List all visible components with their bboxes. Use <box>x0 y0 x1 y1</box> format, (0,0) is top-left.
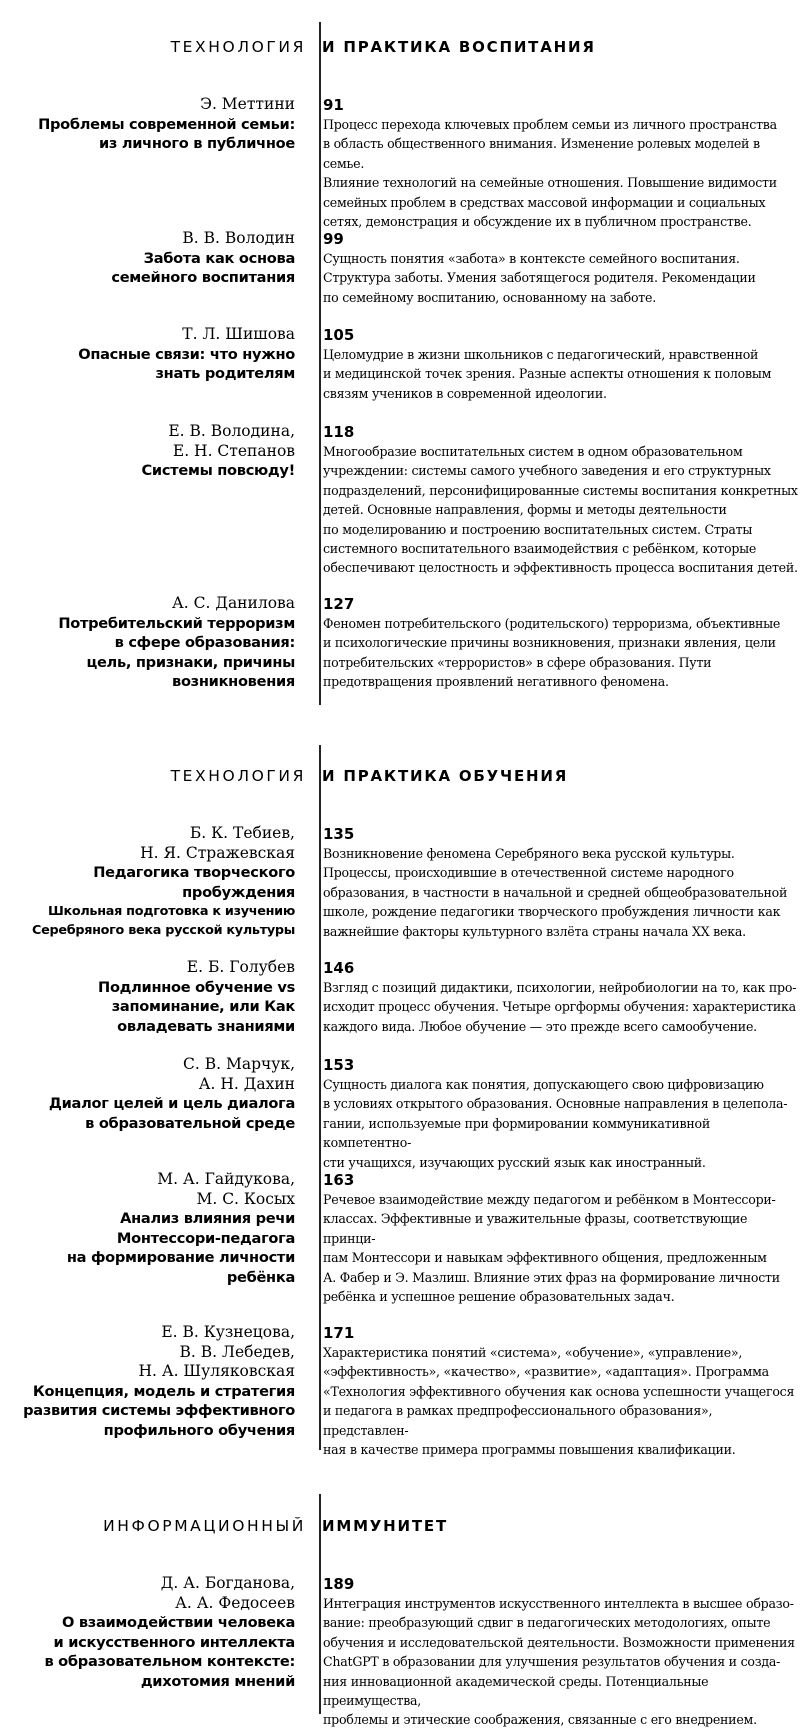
entry-left <box>0 325 295 384</box>
entry-title[interactable]: Системы повсюду! <box>141 462 295 479</box>
entry-page-number[interactable]: 99 <box>323 230 344 248</box>
entry-author: Д. А. Богданова, А. А. Федосеев <box>160 1574 295 1612</box>
section-heading <box>0 38 800 64</box>
section-heading-light: ИНФОРМАЦИОННЫЙ <box>103 1517 306 1535</box>
entry-left <box>0 422 295 481</box>
section-heading-light: ТЕХНОЛОГИЯ <box>170 38 306 56</box>
entry-author: М. А. Гайдукова, М. С. Косых <box>157 1170 295 1208</box>
entry-right <box>323 325 800 403</box>
entry-title[interactable]: Подлинное обучение vs запоминание, или Как овладевать знаниями <box>98 978 295 1035</box>
entry-right <box>323 229 800 307</box>
entry-description: Характеристика понятий «система», «обучение», «управление», «эффективность», «качество», «развитие», «адаптация». Программа «Технология эффективного обучения как основа успешности учащегося и педагога в рамках предпрофессионального образования», представлен- ная в качестве примера программы повышения квалификации. <box>323 1345 795 1458</box>
entry-left <box>0 1323 295 1440</box>
entry-author: А. С. Данилова <box>172 594 295 612</box>
section-heading-light: ТЕХНОЛОГИЯ <box>170 767 306 785</box>
entry-page-number[interactable]: 153 <box>323 1056 355 1074</box>
entry-right <box>323 1574 800 1730</box>
section-heading <box>0 1517 800 1543</box>
entry-description: Интеграция инструментов искусственного интеллекта в высшее образо- вание: преобразующий сдвиг в педагогических методологиях, опыте обучения и исследовательской деятельности. Возможности применения ChatGPT в образовании для улучшения результатов обучения и созда- ния инновационной академической среды. Потенциальные преимущества, проблемы и этические соображения, связанные с его внедрением. <box>323 1596 795 1728</box>
entry-title[interactable]: О взаимодействии человека и искусственного интеллекта в образовательном контексте: дихотомия мнений <box>44 1614 295 1690</box>
section-heading-bold: И ПРАКТИКА ВОСПИТАНИЯ <box>322 38 596 56</box>
entry-right <box>323 1170 800 1306</box>
entry-title[interactable]: Потребительский терроризм в сфере образования: цель, признаки, причины возникновения <box>58 614 295 690</box>
entry-description: Процесс перехода ключевых проблем семьи из личного пространства в область общественного внимания. Изменение ролевых моделей в семье. Влияние технологий на семейные отношения. Повышение видимости семейных проблем в средствах массовой информации и социальных сетях, демонстрация и обсуждение их в публичном пространстве. <box>323 117 777 230</box>
entry-author: Т. Л. Шишова <box>182 325 295 343</box>
entry-author: Е. Б. Голубев <box>186 958 295 976</box>
entry-description: Возникновение феномена Серебряного века русской культуры. Процессы, происходившие в отечественной системе народного образования, в частности в начальной и средней общеобразовательной школе, рождение педагогики творческого пробуждения личности как важнейшие факторы культурного взлёта страны начала XX века. <box>323 846 788 939</box>
entry-page-number[interactable]: 163 <box>323 1171 355 1189</box>
entry-title[interactable]: Опасные связи: что нужно знать родителям <box>78 345 295 382</box>
entry-page-number[interactable]: 91 <box>323 96 344 114</box>
entry-left <box>0 1574 295 1691</box>
entry-description: Целомудрие в жизни школьников с педагогический, нравственной и медицинской точек зрения. Разные аспекты отношения к половым связям учеников в современной идеологии. <box>323 347 772 401</box>
entry-left <box>0 824 295 940</box>
entry-page-number[interactable]: 171 <box>323 1324 355 1342</box>
entry-description: Сущность диалога как понятия, допускающего свою цифровизацию в условиях открытого образования. Основные направления в целепола- гании, используемые при формировании коммуникативной компетентно- сти учащихся, изучающих русский язык как иностранный. <box>323 1077 788 1170</box>
entry-left <box>0 958 295 1036</box>
entry-author: Б. К. Тебиев, Н. Я. Стражевская <box>140 824 295 862</box>
entry-right <box>323 824 800 941</box>
entry-left <box>0 95 295 154</box>
entry-author: В. В. Володин <box>182 229 295 247</box>
entry-title[interactable]: Концепция, модель и стратегия развития системы эффективного профильного обучения <box>23 1382 295 1439</box>
entry-description: Сущность понятия «забота» в контексте семейного воспитания. Структура заботы. Умения заботящегося родителя. Рекомендации по семейному воспитанию, основанному на заботе. <box>323 251 756 305</box>
entry-left <box>0 1170 295 1287</box>
entry-right <box>323 1055 800 1172</box>
entry-title[interactable]: Проблемы современной семьи: из личного в публичное <box>38 115 295 152</box>
entry-page-number[interactable]: 135 <box>323 825 355 843</box>
entry-title[interactable]: Педагогика творческого пробуждения <box>93 864 295 901</box>
entry-right <box>323 422 800 578</box>
section-heading <box>0 767 800 793</box>
entry-description: Феномен потребительского (родительского) терроризма, объективные и психологические причины возникновения, признаки явления, цели потребительских «террористов» в сфере образования. Пути предотвращения проявлений негативного феномена. <box>323 616 781 690</box>
entry-left <box>0 594 295 692</box>
entry-right <box>323 95 800 231</box>
vertical-divider <box>319 22 321 705</box>
entry-title[interactable]: Анализ влияния речи Монтессори-педагога на формирование личности ребёнка <box>66 1210 295 1286</box>
entry-right <box>323 958 800 1036</box>
entry-page-number[interactable]: 127 <box>323 595 355 613</box>
entry-author: Е. В. Володина, Е. Н. Степанов <box>168 422 295 460</box>
entry-subtitle: Школьная подготовка к изучению Серебряного века русской культуры <box>32 904 295 938</box>
entry-left <box>0 1055 295 1133</box>
section-heading-bold: И ПРАКТИКА ОБУЧЕНИЯ <box>322 767 569 785</box>
entry-description: Взгляд с позиций дидактики, психологии, нейробиологии на то, как про- исходит процесс обучения. Четыре оргформы обучения: характеристика каждого вида. Любое обучение — это прежде всего самообучение. <box>323 980 797 1034</box>
entry-page-number[interactable]: 105 <box>323 326 355 344</box>
entry-page-number[interactable]: 118 <box>323 423 355 441</box>
entry-page-number[interactable]: 146 <box>323 959 355 977</box>
entry-author: Э. Меттини <box>200 95 295 113</box>
entry-right <box>323 1323 800 1459</box>
entry-page-number[interactable]: 189 <box>323 1575 355 1593</box>
entry-right <box>323 594 800 692</box>
entry-description: Многообразие воспитательных систем в одном образовательном учреждении: системы самого учебного заведения и его структурных подразделений, персонифицированные системы воспитания конкретных детей. Основные направления, формы и методы деятельности по моделированию и построению воспитательных систем. Страты системного воспитательного взаимодействия с ребёнком, которые обеспечивают целостность и эффективность процесса воспитания детей. <box>323 444 798 576</box>
entry-title[interactable]: Забота как основа семейного воспитания <box>111 249 295 286</box>
entry-title[interactable]: Диалог целей и цель диалога в образовательной среде <box>48 1095 295 1132</box>
entry-author: С. В. Марчук, А. Н. Дахин <box>183 1055 295 1093</box>
entry-author: Е. В. Кузнецова, В. В. Лебедев, Н. А. Шуляковская <box>138 1323 295 1380</box>
entry-description: Речевое взаимодействие между педагогом и ребёнком в Монтессори- классах. Эффективные и уважительные фразы, соответствующие принци- пам Монтессори и навыкам эффективного общения, предложенным А. Фабер и Э. Мазлиш. Влияние этих фраз на формирование личности ребёнка и успешное решение образовательных задач. <box>323 1192 780 1305</box>
vertical-divider <box>319 745 321 1450</box>
section-heading-bold: ИММУНИТЕТ <box>322 1517 448 1535</box>
entry-left <box>0 229 295 288</box>
